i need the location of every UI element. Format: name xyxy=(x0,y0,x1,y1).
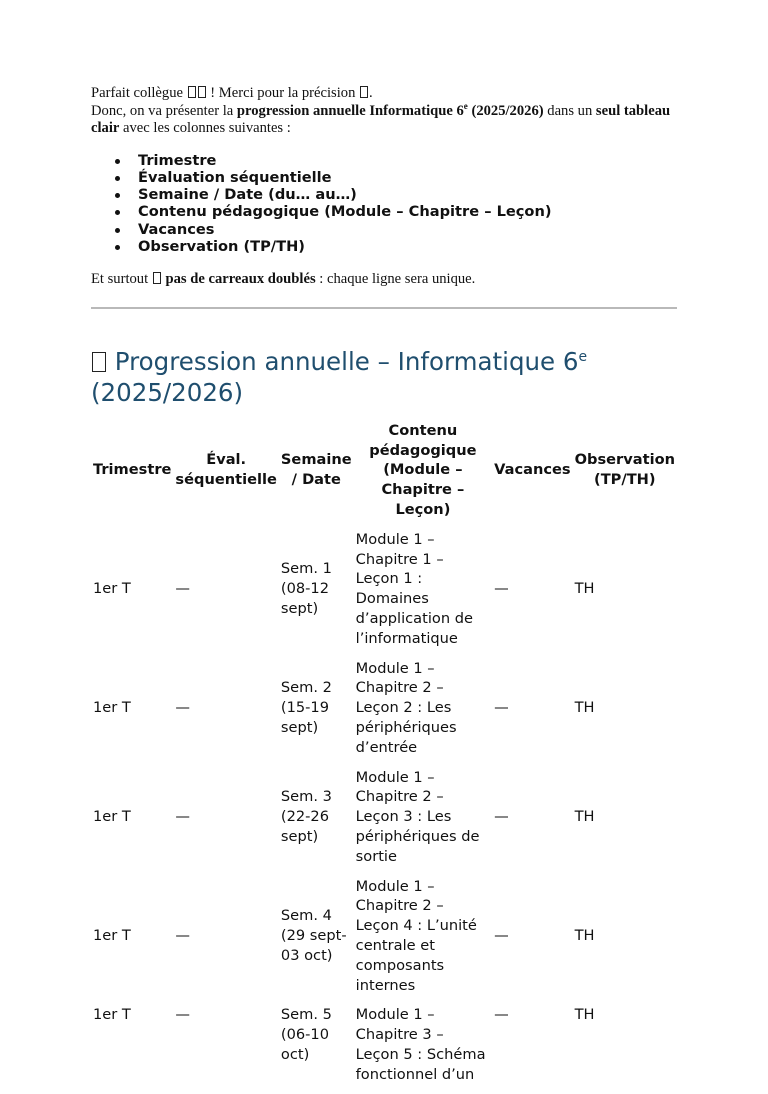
superscript: e xyxy=(463,100,468,111)
intro-text: Donc, on va présenter la xyxy=(91,102,234,119)
list-item: Vacances xyxy=(138,221,677,238)
intro-bold-text: (2025/2026) xyxy=(471,102,544,119)
note-text: : chaque ligne sera unique. xyxy=(319,271,476,288)
column-header: Vacances xyxy=(494,461,571,479)
table-cell: TH xyxy=(574,699,595,717)
column-header: Trimestre xyxy=(93,461,172,479)
table-cell: — xyxy=(175,699,191,717)
list-item: Trimestre xyxy=(138,152,677,169)
list-item: Observation (TP/TH) xyxy=(138,238,677,255)
intro-paragraph xyxy=(91,85,677,138)
intro-text: dans un xyxy=(547,102,593,119)
horizontal-divider xyxy=(91,307,677,309)
table-cell: Sem. 4 (29 sept-03 oct) xyxy=(280,907,347,964)
missing-glyph-icon xyxy=(92,352,106,372)
table-cell: Sem. 5 (06-10 oct) xyxy=(280,1006,332,1063)
column-header: Semaine / Date xyxy=(280,451,352,489)
table-cell: TH xyxy=(574,927,595,944)
intro-text: ! Merci pour la précision xyxy=(210,85,356,101)
table-row xyxy=(91,659,677,768)
table-cell: Module 1 – Chapitre 2 – Leçon 4 : L’unité centrale et composants internes xyxy=(355,877,477,994)
missing-glyph-icon xyxy=(188,86,196,98)
missing-glyph-icon xyxy=(153,272,161,284)
table-cell: Sem. 1 (08-12 sept) xyxy=(280,560,332,618)
table-header-row xyxy=(91,421,677,530)
intro-line-2 xyxy=(91,100,677,138)
table-row xyxy=(91,877,677,1006)
columns-list xyxy=(91,152,677,256)
table-cell: 1er T xyxy=(93,927,131,944)
table-cell: 1er T xyxy=(93,580,131,598)
table-cell: Sem. 3 (22-26 sept) xyxy=(280,788,332,845)
table-cell: Module 1 – Chapitre 2 – Leçon 2 : Les périphériques d’entrée xyxy=(355,659,457,756)
intro-text: . xyxy=(369,85,373,101)
superscript: e xyxy=(578,348,588,365)
intro-bold-text: progression annuelle Informatique 6 xyxy=(236,102,464,119)
table-cell: 1er T xyxy=(93,699,131,717)
table-row xyxy=(91,530,677,659)
column-header: Éval. séquentielle xyxy=(175,451,277,489)
section-title xyxy=(91,346,677,409)
intro-bold-text: seul tableau clair xyxy=(91,102,671,136)
table-cell: TH xyxy=(574,808,595,826)
missing-glyph-icon xyxy=(360,86,368,98)
column-header: Observation (TP/TH) xyxy=(574,451,675,489)
document-page xyxy=(91,85,677,1094)
intro-line-1 xyxy=(91,85,677,103)
note-bold-text: pas de carreaux doublés xyxy=(165,271,316,288)
list-item: Semaine / Date (du… au…) xyxy=(138,186,677,203)
table-cell: Module 1 – Chapitre 3 – Leçon 5 : Schéma fonctionnel d’un xyxy=(355,1006,486,1083)
table-cell: — xyxy=(494,1006,509,1024)
table-cell: TH xyxy=(574,580,595,598)
section-title-year: (2025/2026) xyxy=(91,378,244,408)
list-item: Évaluation séquentielle xyxy=(138,169,677,186)
table-cell: 1er T xyxy=(93,808,131,826)
table-cell: — xyxy=(175,808,191,826)
table-row xyxy=(91,768,677,877)
table-cell: — xyxy=(494,808,509,826)
table-cell: — xyxy=(175,1006,191,1024)
table-cell: — xyxy=(494,699,509,717)
table-cell: Sem. 2 (15-19 sept) xyxy=(280,679,332,736)
missing-glyph-icon xyxy=(198,86,206,98)
list-item: Contenu pédagogique (Module – Chapitre – Leçon) xyxy=(138,203,677,220)
table-cell: — xyxy=(175,927,191,944)
note-text: Et surtout xyxy=(91,271,149,288)
table-cell: — xyxy=(494,927,509,944)
progression-table xyxy=(91,421,677,1094)
intro-bold xyxy=(236,100,544,119)
section-title-text: Progression annuelle – Informatique 6 xyxy=(114,346,579,376)
table-cell: Module 1 – Chapitre 2 – Leçon 3 : Les périphériques de sortie xyxy=(355,768,480,865)
intro-text: Parfait collègue xyxy=(91,85,183,101)
table-cell: — xyxy=(175,580,191,598)
table-cell: 1er T xyxy=(93,1006,131,1024)
intro-text: avec les colonnes suivantes : xyxy=(123,120,291,136)
table-cell: Module 1 – Chapitre 1 – Leçon 1 : Domaines d’application de l’informatique xyxy=(355,530,473,647)
table-cell: — xyxy=(494,580,509,598)
column-header: Contenu pédagogique (Module – Chapitre – Leçon) xyxy=(369,421,477,518)
note-paragraph xyxy=(91,271,677,289)
table-row xyxy=(91,1005,677,1094)
table-cell: TH xyxy=(574,1006,595,1024)
